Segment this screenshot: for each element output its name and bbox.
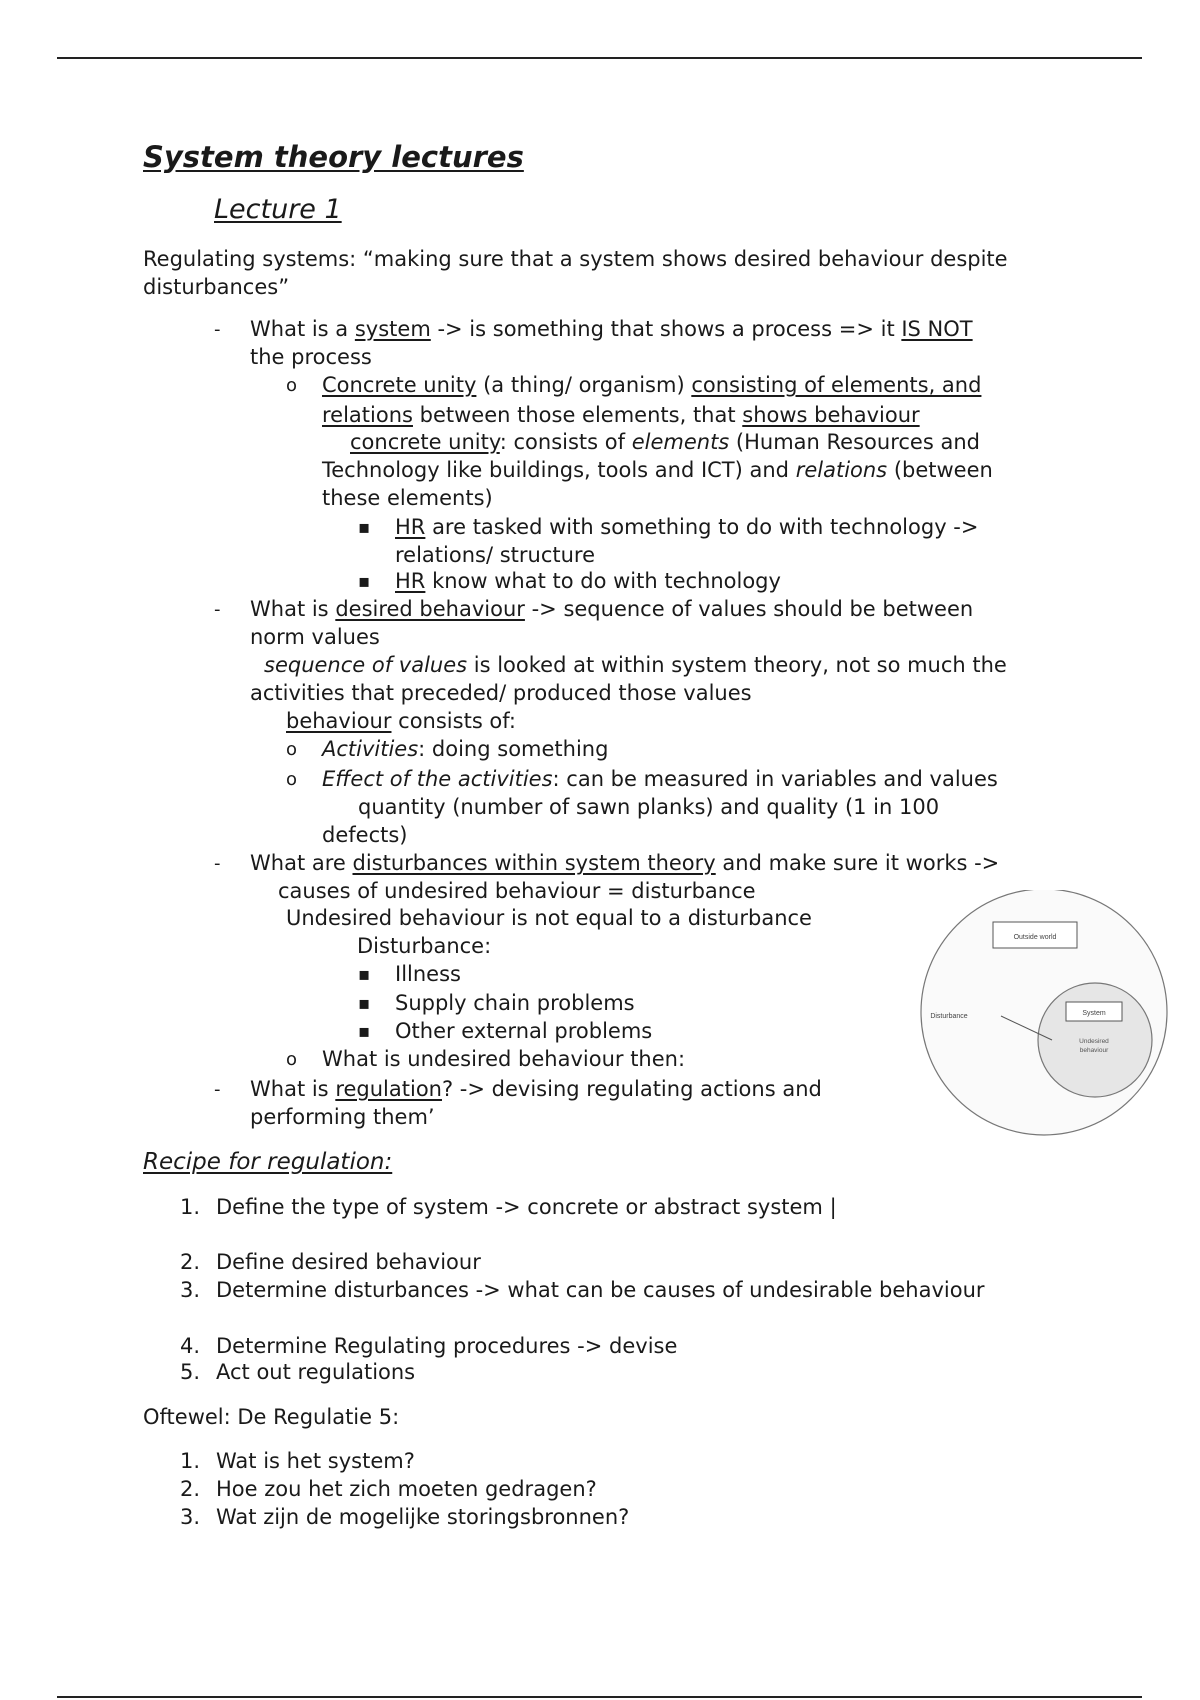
sequence-of-values-note-line-2: activities that preceded/ produced those values: [250, 681, 752, 705]
header-rule: [57, 57, 1142, 59]
lecture-heading: Lecture 1: [214, 194, 342, 225]
disturbance-item-external: Other external problems: [395, 1019, 653, 1043]
oftewel-number: 2.: [180, 1477, 201, 1501]
square-marker: ▪: [358, 993, 371, 1014]
square-marker: ▪: [358, 571, 371, 592]
disturbance-item-illness: Illness: [395, 962, 461, 986]
effect-item-line-3: defects): [322, 823, 408, 847]
sequence-of-values-note: sequence of values is looked at within system theory, not so much the: [264, 653, 1007, 677]
square-marker: ▪: [358, 964, 371, 985]
undesired-not-equal-line: Undesired behaviour is not equal to a disturbance: [286, 906, 812, 930]
document-title: System theory lectures: [143, 140, 524, 174]
concrete-unity-definition: concrete unity: consists of elements (Human Resources and: [350, 430, 980, 454]
undesired-behaviour-label-2: behaviour: [1079, 1047, 1109, 1054]
recipe-number: 2.: [180, 1250, 201, 1274]
system-label: System: [1082, 1010, 1106, 1017]
dash-marker: -: [214, 853, 221, 874]
bullet-disturbances: What are disturbances within system theory and make sure it works ->: [250, 851, 1000, 875]
oftewel-number: 1.: [180, 1449, 201, 1473]
bullet-regulation-line-2: performing them’: [250, 1105, 435, 1129]
recipe-item-4: Determine Regulating procedures -> devise: [216, 1334, 678, 1358]
footer-rule: [57, 1696, 1142, 1698]
disturbance-cause-line: causes of undesired behaviour = disturbance: [278, 879, 756, 903]
hr-know-item: HR know what to do with technology: [395, 569, 781, 593]
circle-marker: o: [286, 739, 298, 760]
bullet-desired-behaviour: What is desired behaviour -> sequence of values should be between: [250, 597, 974, 621]
effect-item: Effect of the activities: can be measured in variables and values: [322, 767, 998, 791]
recipe-item-2: Define desired behaviour: [216, 1250, 481, 1274]
concrete-unity-definition-line-3: these elements): [322, 486, 493, 510]
recipe-number: 5.: [180, 1360, 201, 1384]
behaviour-consists-of: behaviour consists of:: [286, 709, 516, 733]
dash-marker: -: [214, 599, 221, 620]
concrete-unity-item: Concrete unity (a thing/ organism) consisting of elements, and: [322, 373, 982, 397]
system-diagram: [912, 890, 1174, 1140]
oftewel-item-3: Wat zijn de mogelijke storingsbronnen?: [216, 1505, 630, 1529]
bullet-regulation: What is regulation? -> devising regulating actions and: [250, 1077, 822, 1101]
recipe-number: 1.: [180, 1195, 201, 1219]
intro-line-1: Regulating systems: “making sure that a system shows desired behaviour despite: [143, 247, 1008, 271]
hr-tasked-item: HR are tasked with something to do with technology ->: [395, 515, 979, 539]
intro-line-2: disturbances”: [143, 275, 290, 299]
square-marker: ▪: [358, 1021, 371, 1042]
bullet-system-line-2: the process: [250, 345, 372, 369]
oftewel-item-1: Wat is het system?: [216, 1449, 415, 1473]
circle-marker: o: [286, 375, 298, 396]
square-marker: ▪: [358, 517, 371, 538]
undesired-behaviour-label-1: Undesired: [1079, 1038, 1109, 1045]
dash-marker: -: [214, 1079, 221, 1100]
circle-marker: o: [286, 769, 298, 790]
recipe-item-5: Act out regulations: [216, 1360, 416, 1384]
disturbance-item-supply-chain: Supply chain problems: [395, 991, 635, 1015]
dash-marker: -: [214, 319, 221, 340]
activities-item: Activities: doing something: [322, 737, 609, 761]
oftewel-item-2: Hoe zou het zich moeten gedragen?: [216, 1477, 597, 1501]
recipe-item-1: Define the type of system -> concrete or abstract system |: [216, 1195, 837, 1219]
recipe-number: 4.: [180, 1334, 201, 1358]
oftewel-heading: Oftewel: De Regulatie 5:: [143, 1405, 400, 1429]
recipe-item-3: Determine disturbances -> what can be causes of undesirable behaviour: [216, 1278, 985, 1302]
undesired-behaviour-question: What is undesired behaviour then:: [322, 1047, 686, 1071]
recipe-heading: Recipe for regulation:: [143, 1149, 393, 1175]
recipe-number: 3.: [180, 1278, 201, 1302]
bullet-system: What is a system -> is something that shows a process => it IS NOT: [250, 317, 973, 341]
hr-tasked-item-line-2: relations/ structure: [395, 543, 596, 567]
bullet-desired-behaviour-line-2: norm values: [250, 625, 380, 649]
outside-world-label: Outside world: [1013, 934, 1057, 941]
effect-item-line-2: quantity (number of sawn planks) and quality (1 in 100: [358, 795, 940, 819]
disturbance-label: Disturbance:: [357, 934, 492, 958]
oftewel-number: 3.: [180, 1505, 201, 1529]
disturbance-diagram-label: Disturbance: [930, 1013, 968, 1020]
circle-marker: o: [286, 1049, 298, 1070]
concrete-unity-item-line-2: relations between those elements, that shows behaviour: [322, 403, 920, 427]
concrete-unity-definition-line-2: Technology like buildings, tools and ICT) and relations (between: [322, 458, 993, 482]
